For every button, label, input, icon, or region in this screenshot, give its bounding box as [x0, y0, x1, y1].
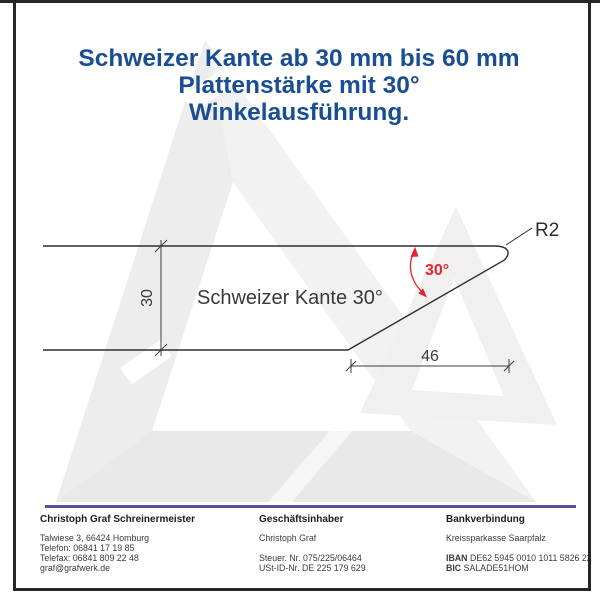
angle-dimension-value: 30° [425, 262, 450, 279]
footer-owner-name: Christoph Graf [259, 533, 317, 543]
footer-owner-tax-number: Steuer. Nr. 075/225/06464 [259, 553, 362, 563]
footer-owner-heading: Geschäftsinhaber [259, 514, 344, 525]
angle-arrow-top [411, 247, 419, 257]
chamfer-run-dimension-value: 46 [421, 348, 439, 365]
footer-bank-heading: Bankverbindung [446, 514, 525, 525]
footer-bank-name: Kreissparkasse Saarpfalz [446, 533, 546, 543]
thickness-dimension-value: 30 [139, 289, 156, 307]
title-line-3: Winkelausführung. [188, 99, 410, 126]
footer-bank-column [446, 515, 592, 573]
frame-top-bar [0, 0, 600, 3]
thickness-dimension [155, 240, 167, 356]
footer-company-address: Talwiese 3, 66424 Homburg [40, 533, 150, 543]
footer-company-email: graf@grafwerk.de [40, 563, 111, 573]
title-line-2: Plattenstärke mit 30° [178, 72, 420, 99]
bic-label: BIC [446, 563, 462, 573]
footer-company-column [40, 515, 195, 573]
radius-label: R2 [535, 220, 560, 241]
radius-leader-line [506, 228, 532, 245]
page-title [10, 45, 588, 126]
footer-iban-line [446, 553, 592, 563]
footer-owner-spacer [259, 543, 366, 553]
iban-label: IBAN [446, 553, 468, 563]
footer-bic-line [446, 563, 592, 573]
footer-company-fax: Telefax: 06841 809 22 48 [40, 553, 139, 563]
iban-value: DE62 5945 0010 1011 5826 22 [469, 553, 592, 563]
footer-owner-column [259, 515, 366, 573]
footer-company-phone: Telefon: 06841 17 19 85 [40, 543, 135, 553]
title-line-1: Schweizer Kante ab 30 mm bis 60 mm [78, 45, 520, 72]
footer-bank-spacer [446, 543, 592, 553]
footer-company-heading: Christoph Graf Schreinermeister [40, 514, 196, 525]
profile-label: Schweizer Kante 30° [197, 287, 383, 309]
footer-owner-vat-id: USt-ID-Nr. DE 225 179 629 [259, 563, 366, 573]
footer-divider-rule [45, 505, 576, 508]
bic-value: SALADE51HOM [463, 563, 529, 573]
